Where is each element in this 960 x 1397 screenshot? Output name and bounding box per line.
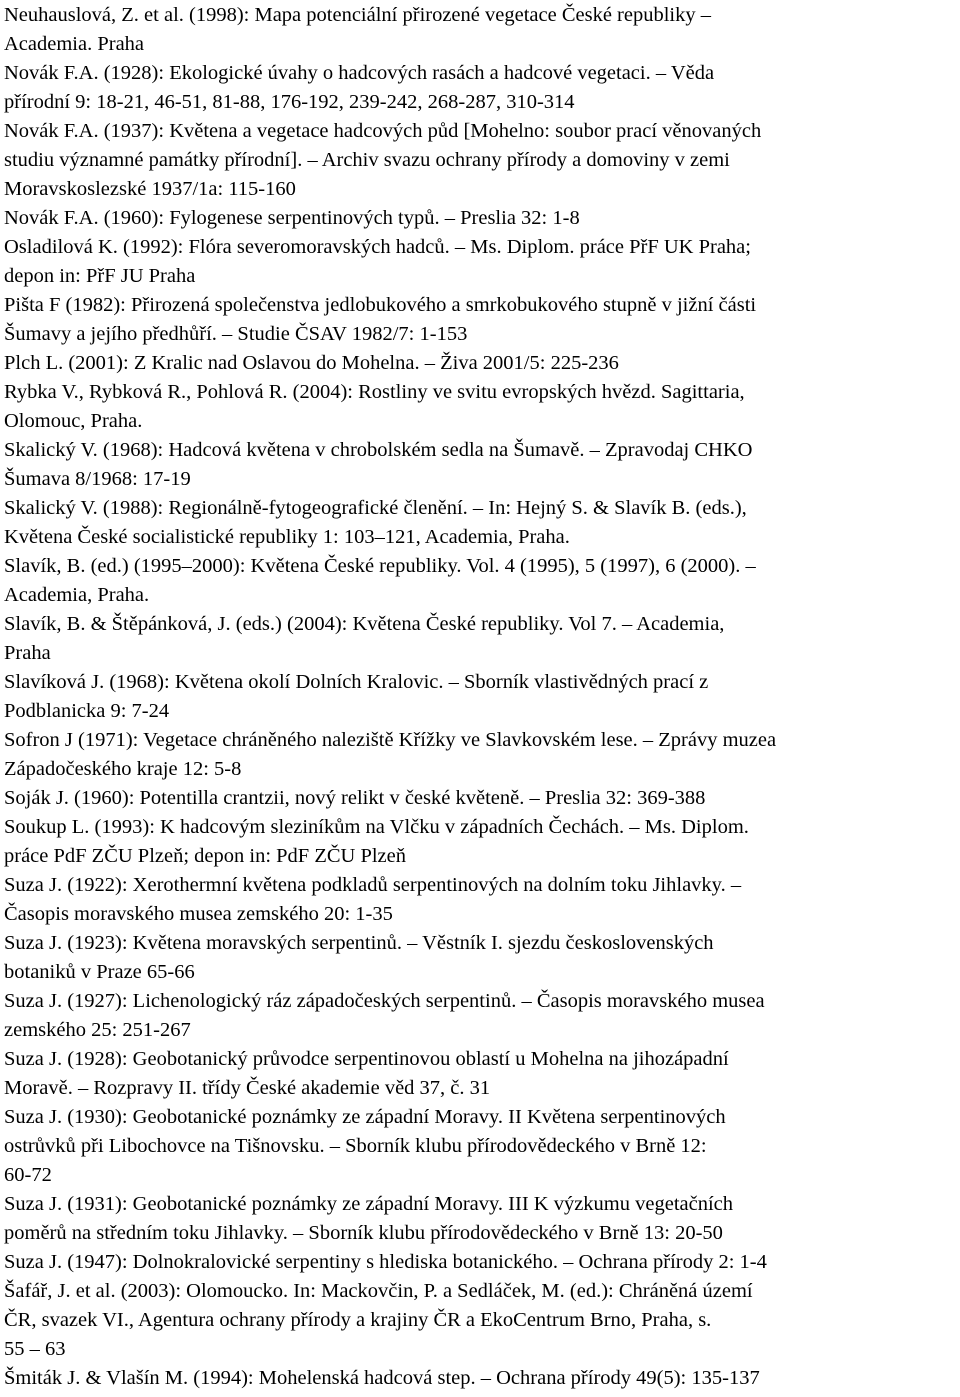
reference-line: Šumava 8/1968: 17-19 xyxy=(4,468,191,490)
reference-entry xyxy=(4,233,958,291)
reference-line: Slavík, B. (ed.) (1995–2000): Květena České republiky. Vol. 4 (1995), 5 (1997), 6 (2000). – xyxy=(4,555,756,577)
reference-entry xyxy=(4,1103,958,1190)
reference-entry xyxy=(4,1277,958,1364)
reference-entry xyxy=(4,668,958,726)
reference-line: Praha xyxy=(4,642,51,664)
reference-entry xyxy=(4,1364,958,1393)
reference-entry xyxy=(4,1190,958,1248)
reference-line: poměrů na středním toku Jihlavky. – Sborník klubu přírodovědeckého v Brně 13: 20-50 xyxy=(4,1222,723,1244)
reference-line: Skalický V. (1968): Hadcová květena v chrobolském sedla na Šumavě. – Zpravodaj CHKO xyxy=(4,439,753,461)
reference-line: zemského 25: 251-267 xyxy=(4,1019,191,1041)
reference-entry xyxy=(4,1248,958,1277)
reference-line: Academia. Praha xyxy=(4,33,145,55)
reference-entry xyxy=(4,987,958,1045)
reference-line: přírodní 9: 18-21, 46-51, 81-88, 176-192, 239-242, 268-287, 310-314 xyxy=(4,91,575,113)
reference-line: Moravě. – Rozpravy II. třídy České akademie věd 37, č. 31 xyxy=(4,1077,491,1099)
reference-line: Moravskoslezské 1937/1a: 115-160 xyxy=(4,178,296,200)
reference-line: Suza J. (1930): Geobotanické poznámky ze západní Moravy. II Květena serpentinových xyxy=(4,1106,726,1128)
reference-line: Soukup L. (1993): K hadcovým sleziníkům na Vlčku v západních Čechách. – Ms. Diplom. xyxy=(4,816,749,838)
reference-entry xyxy=(4,929,958,987)
reference-line: Novák F.A. (1937): Květena a vegetace hadcových půd [Mohelno: soubor prací věnovaných xyxy=(4,120,762,142)
reference-line: Šafář, J. et al. (2003): Olomoucko. In: Mackovčin, P. a Sedláček, M. (ed.): Chráněná území xyxy=(4,1280,753,1302)
reference-line: Novák F.A. (1960): Fylogenese serpentinových typů. – Preslia 32: 1-8 xyxy=(4,207,580,229)
reference-line: Suza J. (1947): Dolnokralovické serpentiny s hlediska botanického. – Ochrana přírody 2: 1-4 xyxy=(4,1251,767,1273)
reference-entry xyxy=(4,291,958,349)
reference-line: Suza J. (1931): Geobotanické poznámky ze západní Moravy. III K výzkumu vegetačních xyxy=(4,1193,734,1215)
reference-entry xyxy=(4,784,958,813)
reference-line: Pišta F (1982): Přirozená společenstva jedlobukového a smrkobukového stupně v jižní části xyxy=(4,294,757,316)
reference-entry xyxy=(4,494,958,552)
reference-line: Slavíková J. (1968): Květena okolí Dolních Kralovic. – Sborník vlastivědných prací z xyxy=(4,671,709,693)
reference-entry xyxy=(4,59,958,117)
reference-entry xyxy=(4,349,958,378)
reference-line: Květena České socialistické republiky 1: 103–121, Academia, Praha. xyxy=(4,526,570,548)
reference-line: Suza J. (1923): Květena moravských serpentinů. – Věstník I. sjezdu československých xyxy=(4,932,714,954)
reference-line: Suza J. (1928): Geobotanický průvodce serpentinovou oblastí u Mohelna na jihozápadní xyxy=(4,1048,729,1070)
reference-line: Skalický V. (1988): Regionálně-fytogeografické členění. – In: Hejný S. & Slavík B. (eds.), xyxy=(4,497,747,519)
reference-line: Šmiták J. & Vlašín M. (1994): Mohelenská hadcová step. – Ochrana přírody 49(5): 135-137 xyxy=(4,1367,760,1389)
reference-entry xyxy=(4,378,958,436)
reference-entry xyxy=(4,813,958,871)
reference-line: Academia, Praha. xyxy=(4,584,150,606)
reference-line: 55 – 63 xyxy=(4,1338,66,1360)
reference-line: botaniků v Praze 65-66 xyxy=(4,961,195,983)
reference-line: ČR, svazek VI., Agentura ochrany přírody a krajiny ČR a EkoCentrum Brno, Praha, s. xyxy=(4,1309,712,1331)
reference-line: Novák F.A. (1928): Ekologické úvahy o hadcových rasách a hadcové vegetaci. – Věda xyxy=(4,62,715,84)
reference-entry xyxy=(4,1045,958,1103)
reference-entry xyxy=(4,117,958,204)
reference-line: Neuhauslová, Z. et al. (1998): Mapa potenciální přirozené vegetace České republiky – xyxy=(4,4,711,26)
reference-entry xyxy=(4,204,958,233)
reference-line: Podblanicka 9: 7-24 xyxy=(4,700,170,722)
reference-entry xyxy=(4,1,958,59)
reference-entry xyxy=(4,726,958,784)
reference-line: Suza J. (1922): Xerothermní květena podkladů serpentinových na dolním toku Jihlavky. – xyxy=(4,874,742,896)
reference-line: Suza J. (1927): Lichenologický ráz západočeských serpentinů. – Časopis moravského musea xyxy=(4,990,765,1012)
reference-line: Soják J. (1960): Potentilla crantzii, nový relikt v české květeně. – Preslia 32: 369-388 xyxy=(4,787,706,809)
reference-line: studiu významné památky přírodní]. – Archiv svazu ochrany přírody a domoviny v zemi xyxy=(4,149,730,171)
reference-line: 60-72 xyxy=(4,1164,52,1186)
reference-line: Šumavy a jejího předhůří. – Studie ČSAV 1982/7: 1-153 xyxy=(4,323,468,345)
reference-line: práce PdF ZČU Plzeň; depon in: PdF ZČU Plzeň xyxy=(4,845,407,867)
reference-entry xyxy=(4,436,958,494)
reference-line: Slavík, B. & Štěpánková, J. (eds.) (2004): Květena České republiky. Vol 7. – Academia, xyxy=(4,613,725,635)
reference-line: depon in: PřF JU Praha xyxy=(4,265,196,287)
reference-line: Časopis moravského musea zemského 20: 1-35 xyxy=(4,903,393,925)
reference-entry xyxy=(4,610,958,668)
reference-entry xyxy=(4,552,958,610)
reference-line: Sofron J (1971): Vegetace chráněného naleziště Křížky ve Slavkovském lese. – Zprávy muzea xyxy=(4,729,777,751)
reference-entry xyxy=(4,871,958,929)
reference-line: Olomouc, Praha. xyxy=(4,410,143,432)
reference-line: Rybka V., Rybková R., Pohlová R. (2004): Rostliny ve svitu evropských hvězd. Sagittaria, xyxy=(4,381,745,403)
reference-line: Osladilová K. (1992): Flóra severomoravských hadců. – Ms. Diplom. práce PřF UK Praha; xyxy=(4,236,751,258)
reference-line: Plch L. (2001): Z Kralic nad Oslavou do Mohelna. – Živa 2001/5: 225-236 xyxy=(4,352,619,374)
reference-line: Západočeského kraje 12: 5-8 xyxy=(4,758,242,780)
reference-list xyxy=(4,1,958,1393)
reference-line: ostrůvků při Libochovce na Tišnovsku. – Sborník klubu přírodovědeckého v Brně 12: xyxy=(4,1135,707,1157)
